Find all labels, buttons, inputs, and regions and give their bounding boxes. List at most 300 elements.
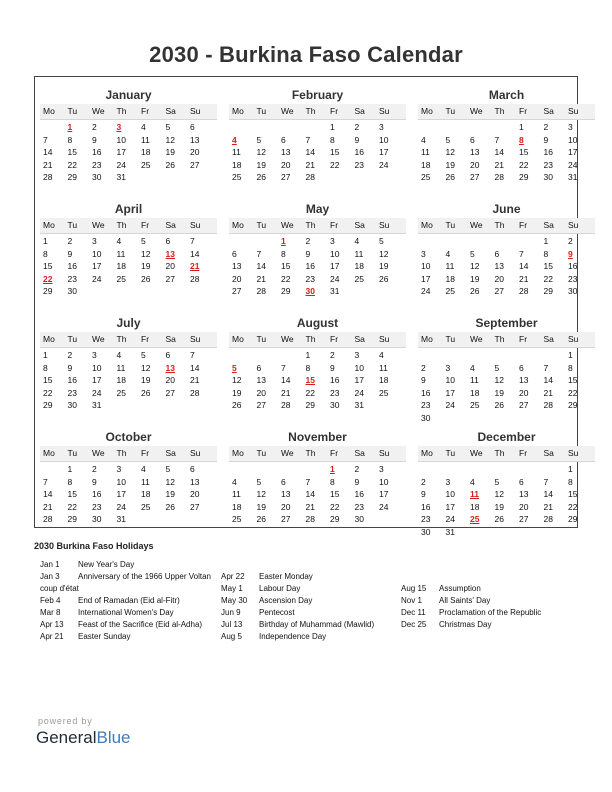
day: 12 — [165, 476, 175, 487]
day: 13 — [232, 261, 242, 271]
weekday-label: We — [281, 334, 294, 344]
day: 27 — [281, 514, 291, 524]
day: 5 — [141, 236, 146, 246]
weekday-header — [40, 104, 217, 120]
day: 3 — [379, 464, 384, 474]
day: 26 — [256, 514, 266, 524]
day: 19 — [141, 375, 151, 385]
day: 8 — [330, 134, 335, 145]
weekday-label: Mo — [232, 106, 244, 116]
day: 18 — [141, 489, 151, 499]
weekday-label: Su — [190, 220, 201, 230]
weekday-label: Su — [379, 220, 390, 230]
day: 6 — [190, 464, 195, 474]
day: 14 — [281, 375, 291, 385]
page-title: 2030 - Burkina Faso Calendar — [149, 42, 463, 67]
weekday-label: Mo — [43, 106, 55, 116]
day: 20 — [519, 387, 529, 398]
day: 24 — [421, 286, 431, 296]
holiday-day: 8 — [519, 134, 524, 145]
day: 6 — [165, 350, 171, 360]
month-june — [418, 195, 595, 307]
day: 17 — [421, 273, 431, 284]
day: 5 — [165, 464, 171, 474]
month-november — [229, 423, 406, 535]
day: 6 — [494, 248, 500, 259]
holiday-name: Anniversary of the 1966 Upper Voltan — [78, 572, 211, 581]
day: 29 — [43, 286, 53, 296]
day: 9 — [354, 476, 360, 487]
weekday-label: Th — [116, 220, 127, 230]
day: 26 — [141, 273, 151, 284]
day: 21 — [543, 387, 553, 398]
weekday-label: Tu — [256, 106, 267, 116]
day: 20 — [494, 273, 504, 284]
weekday-label: Sa — [165, 106, 176, 116]
day: 19 — [494, 387, 504, 398]
day: 18 — [141, 147, 151, 157]
day: 16 — [421, 387, 431, 398]
day: 17 — [445, 501, 455, 512]
day: 26 — [165, 501, 175, 512]
weekday-label: Fr — [519, 106, 528, 116]
day: 17 — [116, 147, 126, 157]
holiday-date: Dec 25 — [401, 620, 427, 629]
day: 10 — [92, 362, 102, 373]
holiday-day: 25 — [470, 514, 480, 524]
day: 29 — [568, 514, 578, 524]
holiday-day: 30 — [305, 286, 315, 296]
day: 11 — [379, 362, 388, 373]
weekday-label: Su — [379, 448, 390, 458]
day: 29 — [519, 172, 529, 182]
day: 26 — [379, 273, 389, 284]
weekday-label: Su — [568, 448, 579, 458]
day: 16 — [421, 501, 431, 512]
holiday-name: Christmas Day — [439, 620, 492, 629]
day: 8 — [281, 248, 286, 259]
day: 16 — [67, 261, 77, 271]
day: 11 — [232, 489, 241, 499]
day: 15 — [568, 375, 578, 385]
weekday-label: Su — [190, 448, 201, 458]
holiday-date: Jan 3 — [40, 572, 60, 581]
holiday-date: Aug 15 — [401, 584, 427, 593]
day: 6 — [470, 134, 475, 145]
weekday-label: We — [92, 220, 105, 230]
day: 9 — [92, 476, 97, 487]
day: 30 — [354, 514, 364, 524]
day: 16 — [543, 147, 553, 157]
day: 24 — [116, 501, 126, 512]
month-may — [229, 195, 406, 307]
day: 21 — [543, 501, 553, 512]
day: 14 — [305, 489, 315, 499]
weekday-header — [229, 218, 406, 234]
weekday-label: Su — [568, 334, 579, 344]
weekday-label: Tu — [445, 448, 456, 458]
day: 4 — [379, 350, 384, 360]
day: 29 — [543, 286, 553, 296]
day: 13 — [494, 261, 504, 271]
holiday-day: 3 — [116, 122, 122, 132]
weekday-label: Tu — [67, 448, 78, 458]
day: 27 — [190, 501, 200, 512]
day: 28 — [190, 387, 200, 398]
weekday-label: Su — [190, 334, 201, 344]
day: 9 — [354, 134, 360, 145]
day: 21 — [281, 387, 291, 398]
day: 11 — [116, 362, 126, 373]
weekday-label: We — [281, 106, 294, 116]
day: 19 — [445, 159, 455, 170]
day: 28 — [305, 514, 315, 524]
weekday-label: Fr — [141, 448, 150, 458]
day: 16 — [354, 147, 364, 157]
day: 18 — [232, 159, 242, 170]
weekday-label: Mo — [232, 334, 244, 344]
month-name: January — [105, 88, 152, 102]
day: 22 — [305, 387, 315, 398]
day: 11 — [232, 147, 241, 157]
weekday-label: We — [92, 106, 105, 116]
day: 9 — [330, 362, 335, 373]
day: 17 — [568, 147, 578, 157]
day: 11 — [445, 261, 455, 271]
weekday-label: Mo — [43, 448, 55, 458]
day: 24 — [116, 159, 126, 170]
day: 7 — [190, 236, 195, 246]
day: 7 — [543, 476, 549, 487]
month-name: September — [475, 316, 538, 330]
holiday-date: Apr 13 — [40, 620, 64, 629]
weekday-label: Sa — [165, 448, 176, 458]
day: 11 — [354, 248, 364, 259]
day: 7 — [43, 134, 48, 145]
day: 27 — [519, 400, 529, 410]
weekday-label: Sa — [354, 220, 365, 230]
day: 30 — [568, 286, 578, 296]
day: 3 — [92, 236, 97, 246]
day: 27 — [470, 172, 480, 182]
day: 19 — [232, 387, 242, 398]
day: 6 — [165, 236, 171, 246]
month-july — [40, 309, 217, 421]
holiday-name: Proclamation of the Republic — [439, 608, 542, 617]
day: 29 — [568, 400, 578, 410]
weekday-label: Tu — [256, 220, 267, 230]
generalblue-logo[interactable] — [36, 728, 131, 748]
day: 14 — [305, 147, 315, 157]
day: 5 — [379, 236, 384, 246]
weekday-label: Mo — [232, 220, 244, 230]
day: 10 — [116, 476, 126, 487]
holiday-date: May 1 — [221, 584, 243, 593]
day: 3 — [445, 476, 451, 487]
day: 31 — [116, 172, 126, 182]
weekday-label: Mo — [43, 220, 55, 230]
holiday-day: 5 — [232, 362, 237, 373]
day: 28 — [543, 514, 553, 524]
day: 4 — [354, 236, 360, 246]
holiday-day: 1 — [281, 236, 286, 246]
day: 6 — [281, 476, 286, 487]
weekday-label: Sa — [354, 106, 365, 116]
day: 20 — [165, 375, 175, 385]
day: 29 — [43, 400, 53, 410]
weekday-label: Tu — [445, 220, 456, 230]
day: 14 — [543, 375, 553, 385]
month-january — [40, 81, 217, 193]
day: 22 — [43, 387, 53, 398]
day: 2 — [305, 236, 311, 246]
day: 6 — [519, 476, 524, 487]
day: 21 — [43, 501, 53, 512]
day: 14 — [494, 147, 504, 157]
day: 5 — [256, 476, 262, 487]
day: 12 — [141, 362, 151, 373]
day: 2 — [568, 236, 573, 246]
day: 28 — [519, 286, 529, 296]
weekday-label: Tu — [445, 334, 456, 344]
month-december — [418, 423, 595, 535]
day: 2 — [330, 350, 335, 360]
day: 23 — [568, 273, 578, 284]
day: 8 — [43, 362, 48, 373]
day: 12 — [379, 248, 389, 259]
day: 28 — [543, 400, 553, 410]
holiday-name: Feast of the Sacrifice (Eid al-Adha) — [78, 620, 203, 629]
day: 17 — [92, 261, 102, 271]
day: 30 — [421, 526, 431, 537]
day: 11 — [421, 147, 430, 157]
weekday-header — [40, 332, 217, 348]
day: 24 — [330, 273, 340, 284]
day: 24 — [92, 273, 102, 284]
day: 25 — [116, 273, 126, 284]
day: 16 — [330, 375, 340, 385]
day: 3 — [92, 350, 97, 360]
month-name: November — [288, 430, 347, 444]
day: 1 — [519, 122, 524, 132]
day: 16 — [305, 261, 315, 271]
day: 28 — [281, 400, 291, 410]
day: 26 — [232, 400, 242, 410]
day: 12 — [470, 261, 480, 271]
day: 15 — [43, 375, 53, 385]
day: 2 — [92, 464, 97, 474]
weekday-label: Mo — [421, 334, 433, 344]
day: 1 — [543, 236, 549, 246]
day: 10 — [379, 476, 389, 487]
weekday-label: Mo — [421, 448, 433, 458]
day: 28 — [190, 273, 200, 284]
day: 25 — [141, 159, 151, 170]
weekday-label: Su — [568, 220, 579, 230]
day: 4 — [116, 350, 122, 360]
day: 12 — [232, 375, 242, 385]
day: 4 — [116, 236, 122, 246]
day: 30 — [67, 286, 77, 296]
day: 13 — [519, 375, 529, 385]
day: 27 — [165, 387, 175, 398]
brand-blue: Blue — [96, 728, 131, 747]
day: 30 — [330, 400, 340, 410]
day: 20 — [281, 501, 291, 512]
day: 31 — [330, 286, 340, 296]
holiday-day: 13 — [165, 248, 175, 259]
day: 29 — [281, 286, 291, 296]
holiday-name: Ascension Day — [259, 596, 313, 605]
day: 8 — [568, 362, 573, 373]
day: 2 — [354, 122, 360, 132]
holiday-date: coup d'état — [40, 584, 79, 593]
holiday-name: End of Ramadan (Eid al-Fitr) — [78, 596, 180, 605]
holiday-day: 1 — [330, 464, 335, 474]
month-name: July — [116, 316, 141, 330]
weekday-label: Fr — [519, 448, 528, 458]
day: 14 — [543, 489, 553, 499]
day: 11 — [470, 375, 479, 385]
day: 22 — [67, 159, 77, 170]
day: 23 — [330, 387, 340, 398]
day: 14 — [190, 248, 200, 259]
day: 4 — [470, 362, 475, 373]
weekday-label: Fr — [141, 220, 150, 230]
day: 26 — [165, 159, 175, 170]
day: 25 — [445, 286, 455, 296]
day: 30 — [421, 412, 431, 423]
day: 25 — [354, 273, 364, 284]
day: 26 — [470, 286, 480, 296]
weekday-label: Fr — [519, 220, 528, 230]
day: 4 — [445, 248, 451, 259]
day: 18 — [379, 375, 389, 385]
weekday-label: We — [92, 334, 105, 344]
day: 3 — [421, 248, 426, 259]
holiday-day: 15 — [305, 375, 315, 385]
holiday-name: All Saints' Day — [439, 596, 491, 605]
weekday-header — [418, 218, 595, 234]
day: 27 — [190, 159, 200, 170]
day: 7 — [190, 350, 195, 360]
day: 21 — [305, 159, 315, 170]
day: 6 — [281, 134, 286, 145]
day: 8 — [543, 248, 549, 259]
day: 24 — [92, 387, 102, 398]
day: 10 — [330, 248, 340, 259]
day: 10 — [116, 134, 126, 145]
day: 19 — [256, 159, 266, 170]
month-february — [229, 81, 406, 193]
day: 28 — [494, 172, 504, 182]
day: 23 — [354, 159, 364, 170]
weekday-label: Th — [116, 334, 127, 344]
day: 3 — [116, 464, 122, 474]
day: 12 — [256, 489, 266, 499]
day: 25 — [232, 172, 242, 182]
day: 7 — [543, 362, 549, 373]
month-april — [40, 195, 217, 307]
day: 18 — [470, 501, 480, 512]
day: 22 — [568, 501, 578, 512]
day: 17 — [445, 387, 455, 398]
day: 5 — [494, 362, 500, 373]
day: 26 — [494, 400, 504, 410]
day: 17 — [116, 489, 126, 499]
day: 26 — [141, 387, 151, 398]
day: 5 — [256, 134, 262, 145]
weekday-label: We — [470, 220, 483, 230]
day: 27 — [256, 400, 266, 410]
holiday-date: Apr 21 — [40, 632, 64, 641]
day: 21 — [494, 159, 504, 170]
day: 15 — [43, 261, 53, 271]
day: 7 — [305, 134, 311, 145]
day: 13 — [470, 147, 480, 157]
day: 30 — [543, 172, 553, 182]
day: 23 — [67, 273, 77, 284]
day: 24 — [379, 159, 389, 170]
day: 12 — [256, 147, 266, 157]
holiday-day: 13 — [165, 362, 175, 373]
weekday-label: Fr — [141, 106, 150, 116]
month-name: December — [477, 430, 536, 444]
day: 22 — [519, 159, 529, 170]
day: 4 — [421, 134, 426, 145]
day: 23 — [305, 273, 315, 284]
brand-general: General — [36, 728, 97, 747]
day: 3 — [354, 350, 360, 360]
day: 8 — [43, 248, 48, 259]
weekday-label: Th — [116, 106, 127, 116]
day: 27 — [165, 273, 175, 284]
month-march — [418, 81, 595, 193]
holiday-name: Easter Sunday — [78, 632, 131, 641]
weekday-label: Th — [494, 448, 505, 458]
weekday-label: We — [281, 220, 294, 230]
day: 5 — [494, 476, 500, 487]
day: 22 — [281, 273, 291, 284]
day: 1 — [67, 464, 73, 474]
day: 9 — [421, 375, 426, 385]
day: 26 — [256, 172, 266, 182]
day: 24 — [379, 501, 389, 512]
day: 19 — [141, 261, 151, 271]
day: 27 — [232, 286, 242, 296]
holiday-day: 1 — [67, 122, 73, 132]
day: 29 — [67, 514, 77, 524]
day: 9 — [67, 248, 73, 259]
day: 29 — [330, 514, 340, 524]
day: 20 — [281, 159, 291, 170]
weekday-label: We — [470, 448, 483, 458]
day: 2 — [421, 362, 426, 373]
day: 16 — [92, 489, 102, 499]
day: 14 — [43, 489, 53, 499]
day: 13 — [190, 134, 200, 145]
weekday-label: Th — [305, 448, 316, 458]
day: 19 — [256, 501, 266, 512]
day: 15 — [67, 147, 77, 157]
day: 29 — [305, 400, 315, 410]
day: 18 — [116, 375, 126, 385]
day: 28 — [43, 514, 53, 524]
day: 16 — [568, 261, 578, 271]
day: 16 — [92, 147, 102, 157]
weekday-label: Sa — [543, 448, 554, 458]
day: 23 — [421, 514, 431, 524]
